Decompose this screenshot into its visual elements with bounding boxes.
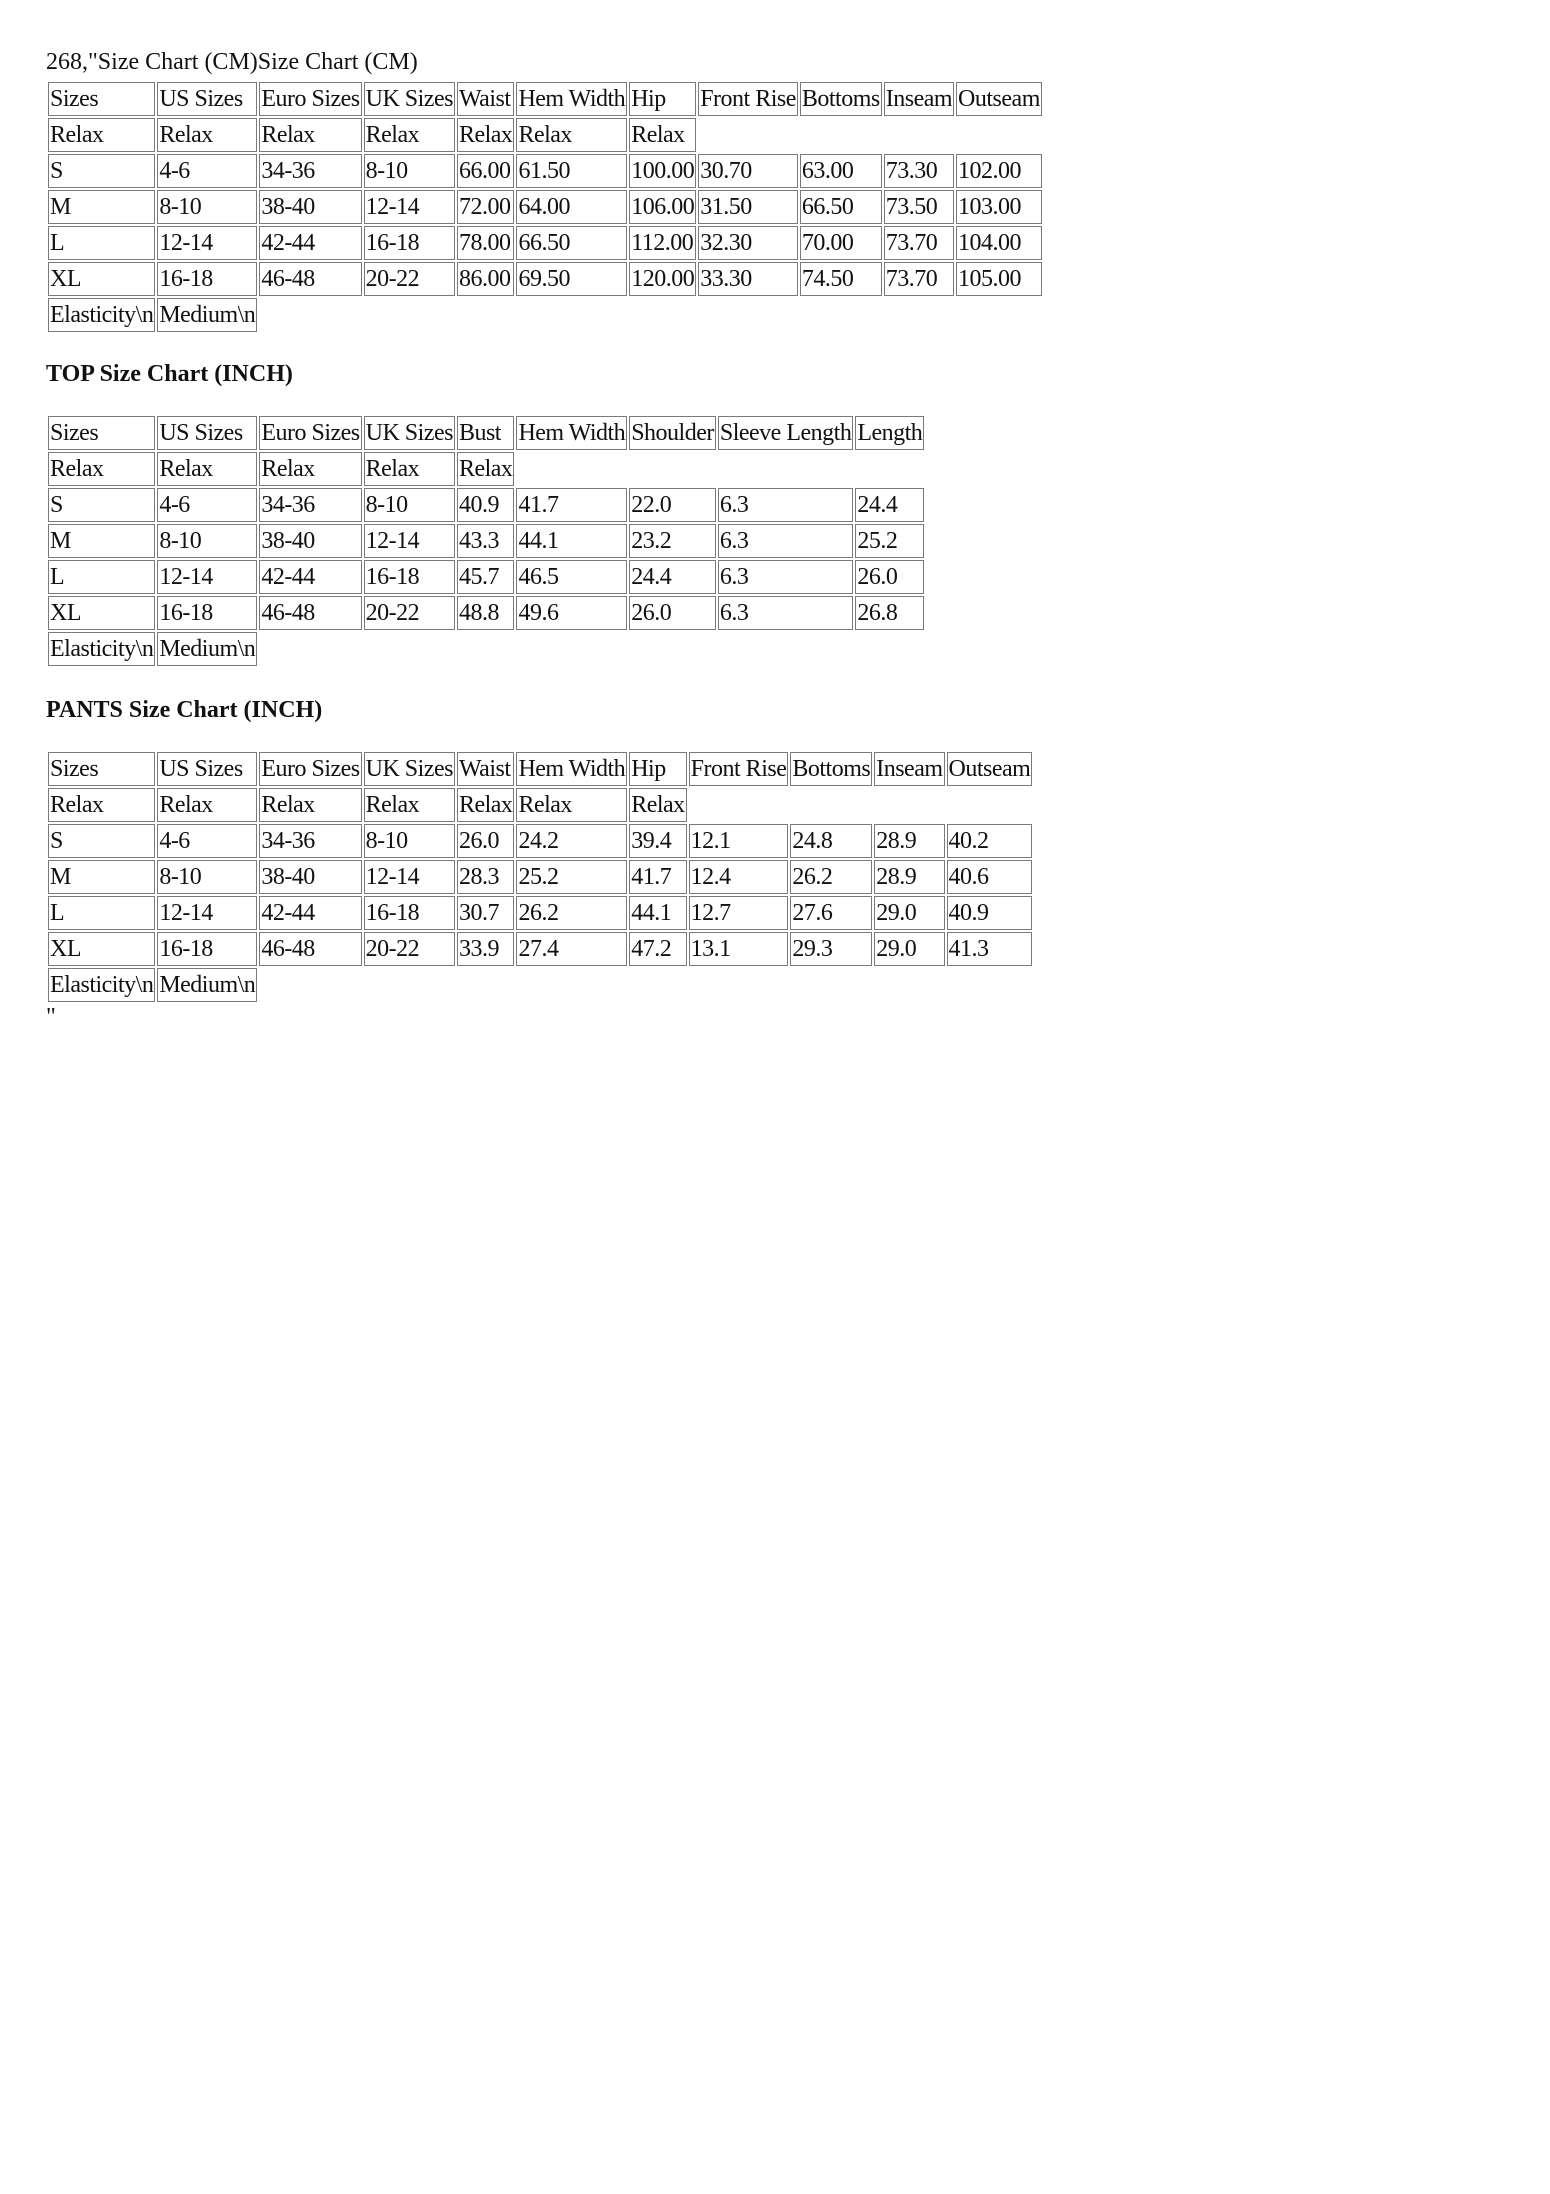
empty-cell: [364, 632, 455, 666]
empty-cell: [874, 788, 944, 822]
table-row: [48, 226, 1042, 260]
table-cell: 8-10: [364, 154, 455, 188]
table-cell: 100.00: [629, 154, 696, 188]
table-cell: 38-40: [259, 190, 361, 224]
table-cell: US Sizes: [157, 416, 257, 450]
empty-cell: [516, 968, 627, 1002]
empty-cell: [790, 788, 872, 822]
table-cell: Relax: [364, 118, 455, 152]
table-cell: 42-44: [259, 560, 361, 594]
header-row: [48, 82, 1042, 116]
table-cell: M: [48, 190, 155, 224]
empty-cell: [884, 118, 954, 152]
table-row: [48, 560, 924, 594]
table-cell: XL: [48, 262, 155, 296]
table-cell: Elasticity\n: [48, 298, 155, 332]
table-cell: 26.0: [855, 560, 924, 594]
table-cell: 33.30: [698, 262, 798, 296]
table-cell: 63.00: [800, 154, 882, 188]
table-cell: 72.00: [457, 190, 514, 224]
table-cell: 42-44: [259, 226, 361, 260]
table-cell: M: [48, 860, 155, 894]
header-row: [48, 752, 1032, 786]
table-cell: 34-36: [259, 154, 361, 188]
table-cell: 24.2: [516, 824, 627, 858]
table-cell: 4-6: [157, 488, 257, 522]
table-cell: Relax: [157, 788, 257, 822]
table-cell: UK Sizes: [364, 416, 455, 450]
table-cell: Elasticity\n: [48, 632, 155, 666]
table-cell: 6.3: [718, 560, 853, 594]
table-cell: Relax: [457, 118, 514, 152]
table-cell: 26.8: [855, 596, 924, 630]
table-cell: 105.00: [956, 262, 1042, 296]
table-cell: 24.4: [855, 488, 924, 522]
table-cell: Inseam: [874, 752, 944, 786]
table-cell: 46-48: [259, 262, 361, 296]
table-cell: 48.8: [457, 596, 514, 630]
table-cell: 8-10: [157, 860, 257, 894]
table-cell: Shoulder: [629, 416, 716, 450]
empty-cell: [364, 968, 455, 1002]
table-cell: Hip: [629, 82, 696, 116]
table-cell: 28.9: [874, 824, 944, 858]
table-cell: 28.3: [457, 860, 514, 894]
empty-cell: [629, 452, 716, 486]
header-row: [48, 416, 924, 450]
table-cell: Relax: [259, 788, 361, 822]
table-cell: 8-10: [157, 190, 257, 224]
relax-row: [48, 118, 1042, 152]
table-cell: 73.70: [884, 262, 954, 296]
table-cell: Sleeve Length: [718, 416, 853, 450]
table-cell: Relax: [48, 118, 155, 152]
table-cell: Waist: [457, 752, 514, 786]
table-cell: 13.1: [689, 932, 789, 966]
table-cell: 43.3: [457, 524, 514, 558]
table-cell: Relax: [48, 452, 155, 486]
table-cell: 64.00: [516, 190, 627, 224]
table-cell: 47.2: [629, 932, 686, 966]
empty-cell: [947, 788, 1033, 822]
table-cell: Relax: [364, 788, 455, 822]
size-chart-cm-table: [46, 80, 1044, 334]
table-cell: 69.50: [516, 262, 627, 296]
table-cell: Euro Sizes: [259, 82, 361, 116]
table-cell: 40.9: [457, 488, 514, 522]
table-cell: 4-6: [157, 824, 257, 858]
page-header: 268,"Size Chart (CM)Size Chart (CM): [46, 49, 418, 75]
table-cell: 41.3: [947, 932, 1033, 966]
table-cell: 12-14: [157, 226, 257, 260]
table-cell: Outseam: [947, 752, 1033, 786]
table-cell: 45.7: [457, 560, 514, 594]
empty-cell: [689, 788, 789, 822]
table-cell: 20-22: [364, 262, 455, 296]
table-cell: 120.00: [629, 262, 696, 296]
table-cell: Sizes: [48, 416, 155, 450]
table-cell: 104.00: [956, 226, 1042, 260]
table-cell: Medium\n: [157, 632, 257, 666]
table-cell: 38-40: [259, 524, 361, 558]
table-cell: 73.30: [884, 154, 954, 188]
table-cell: 26.2: [516, 896, 627, 930]
table-cell: 42-44: [259, 896, 361, 930]
table-cell: Relax: [516, 788, 627, 822]
pants-size-chart-table: [46, 750, 1034, 1004]
empty-cell: [629, 968, 686, 1002]
empty-cell: [364, 298, 455, 332]
table-cell: Relax: [259, 118, 361, 152]
table-cell: 8-10: [364, 488, 455, 522]
table-cell: 16-18: [157, 262, 257, 296]
table-cell: 25.2: [855, 524, 924, 558]
table-cell: M: [48, 524, 155, 558]
table-cell: 41.7: [516, 488, 627, 522]
table-cell: 39.4: [629, 824, 686, 858]
table-cell: Front Rise: [689, 752, 789, 786]
table-cell: 106.00: [629, 190, 696, 224]
table-cell: 6.3: [718, 524, 853, 558]
table-cell: 12-14: [157, 560, 257, 594]
table-cell: 23.2: [629, 524, 716, 558]
empty-cell: [884, 298, 954, 332]
empty-cell: [855, 632, 924, 666]
table-cell: 73.50: [884, 190, 954, 224]
empty-cell: [629, 632, 716, 666]
table-cell: 28.9: [874, 860, 944, 894]
table-cell: L: [48, 226, 155, 260]
table-cell: 12-14: [157, 896, 257, 930]
table-cell: Relax: [157, 118, 257, 152]
table-cell: 41.7: [629, 860, 686, 894]
table-cell: 30.70: [698, 154, 798, 188]
table-cell: 49.6: [516, 596, 627, 630]
table-cell: Bottoms: [800, 82, 882, 116]
table-cell: 40.2: [947, 824, 1033, 858]
table-cell: L: [48, 560, 155, 594]
empty-cell: [790, 968, 872, 1002]
table-cell: Relax: [457, 452, 514, 486]
table-cell: 16-18: [364, 896, 455, 930]
empty-cell: [800, 118, 882, 152]
table-cell: 12.7: [689, 896, 789, 930]
table-cell: 24.8: [790, 824, 872, 858]
table-row: [48, 262, 1042, 296]
empty-cell: [457, 298, 514, 332]
table-cell: Inseam: [884, 82, 954, 116]
table-row: [48, 932, 1032, 966]
table-cell: 66.50: [516, 226, 627, 260]
empty-cell: [855, 452, 924, 486]
table-cell: 8-10: [364, 824, 455, 858]
empty-cell: [516, 632, 627, 666]
table-cell: Relax: [516, 118, 627, 152]
table-cell: Relax: [364, 452, 455, 486]
table-cell: 38-40: [259, 860, 361, 894]
table-cell: 22.0: [629, 488, 716, 522]
table-cell: Euro Sizes: [259, 416, 361, 450]
table-cell: Hem Width: [516, 752, 627, 786]
table-cell: 46-48: [259, 596, 361, 630]
relax-row: [48, 452, 924, 486]
table-cell: 29.0: [874, 932, 944, 966]
table-cell: 25.2: [516, 860, 627, 894]
table-cell: Outseam: [956, 82, 1042, 116]
table-cell: Length: [855, 416, 924, 450]
table-cell: Medium\n: [157, 968, 257, 1002]
table-cell: Sizes: [48, 82, 155, 116]
table-cell: Euro Sizes: [259, 752, 361, 786]
table-cell: 66.50: [800, 190, 882, 224]
table-cell: Hem Width: [516, 416, 627, 450]
table-cell: 16-18: [157, 932, 257, 966]
table-cell: XL: [48, 932, 155, 966]
table-cell: S: [48, 154, 155, 188]
empty-cell: [689, 968, 789, 1002]
table-row: [48, 154, 1042, 188]
empty-cell: [718, 452, 853, 486]
table-cell: 12-14: [364, 860, 455, 894]
table-cell: UK Sizes: [364, 82, 455, 116]
empty-cell: [698, 298, 798, 332]
table-cell: 112.00: [629, 226, 696, 260]
table-cell: 44.1: [516, 524, 627, 558]
table-row: [48, 488, 924, 522]
table-cell: 12.1: [689, 824, 789, 858]
empty-cell: [956, 298, 1042, 332]
table-cell: 12.4: [689, 860, 789, 894]
table-cell: 34-36: [259, 824, 361, 858]
table-row: [48, 596, 924, 630]
table-cell: 26.2: [790, 860, 872, 894]
table-cell: 6.3: [718, 596, 853, 630]
table-cell: 40.9: [947, 896, 1033, 930]
table-cell: Bottoms: [790, 752, 872, 786]
table-cell: 26.0: [629, 596, 716, 630]
table-cell: UK Sizes: [364, 752, 455, 786]
table-cell: 16-18: [364, 560, 455, 594]
table-cell: 32.30: [698, 226, 798, 260]
empty-cell: [516, 298, 627, 332]
table-cell: Relax: [629, 118, 696, 152]
table-cell: Medium\n: [157, 298, 257, 332]
table-row: [48, 824, 1032, 858]
table-cell: 66.00: [457, 154, 514, 188]
table-cell: 29.0: [874, 896, 944, 930]
table-cell: S: [48, 488, 155, 522]
table-cell: Bust: [457, 416, 514, 450]
relax-row: [48, 788, 1032, 822]
table-cell: 86.00: [457, 262, 514, 296]
trailing-quote: ": [46, 1004, 56, 1030]
table-cell: Hip: [629, 752, 686, 786]
table-cell: 12-14: [364, 524, 455, 558]
table-cell: 29.3: [790, 932, 872, 966]
empty-cell: [800, 298, 882, 332]
table-cell: 31.50: [698, 190, 798, 224]
table-cell: 40.6: [947, 860, 1033, 894]
table-cell: 30.7: [457, 896, 514, 930]
table-cell: S: [48, 824, 155, 858]
table-cell: 33.9: [457, 932, 514, 966]
table-cell: Elasticity\n: [48, 968, 155, 1002]
table-cell: 73.70: [884, 226, 954, 260]
table-cell: US Sizes: [157, 752, 257, 786]
table-cell: Relax: [259, 452, 361, 486]
table-cell: 46-48: [259, 932, 361, 966]
table-cell: Relax: [157, 452, 257, 486]
table-cell: Waist: [457, 82, 514, 116]
elasticity-row: [48, 968, 1032, 1002]
empty-cell: [956, 118, 1042, 152]
table-cell: US Sizes: [157, 82, 257, 116]
table-row: [48, 860, 1032, 894]
table-cell: 70.00: [800, 226, 882, 260]
table-cell: 78.00: [457, 226, 514, 260]
empty-cell: [629, 298, 696, 332]
empty-cell: [947, 968, 1033, 1002]
table-cell: 8-10: [157, 524, 257, 558]
table-cell: Hem Width: [516, 82, 627, 116]
table-cell: 16-18: [157, 596, 257, 630]
empty-cell: [718, 632, 853, 666]
table-cell: 20-22: [364, 596, 455, 630]
table-cell: 27.6: [790, 896, 872, 930]
table-cell: 102.00: [956, 154, 1042, 188]
table-cell: XL: [48, 596, 155, 630]
table-cell: L: [48, 896, 155, 930]
top-size-chart-table: [46, 414, 926, 668]
table-row: [48, 524, 924, 558]
pants-size-chart-title: PANTS Size Chart (INCH): [46, 697, 323, 723]
table-cell: 16-18: [364, 226, 455, 260]
table-cell: Sizes: [48, 752, 155, 786]
empty-cell: [516, 452, 627, 486]
table-cell: 26.0: [457, 824, 514, 858]
table-cell: 61.50: [516, 154, 627, 188]
table-cell: 27.4: [516, 932, 627, 966]
empty-cell: [259, 632, 361, 666]
table-cell: 6.3: [718, 488, 853, 522]
table-row: [48, 190, 1042, 224]
table-cell: 24.4: [629, 560, 716, 594]
table-cell: 46.5: [516, 560, 627, 594]
table-cell: 20-22: [364, 932, 455, 966]
table-cell: Relax: [48, 788, 155, 822]
empty-cell: [698, 118, 798, 152]
table-cell: Front Rise: [698, 82, 798, 116]
empty-cell: [874, 968, 944, 1002]
table-cell: 44.1: [629, 896, 686, 930]
table-cell: 4-6: [157, 154, 257, 188]
top-size-chart-title: TOP Size Chart (INCH): [46, 361, 293, 387]
table-row: [48, 896, 1032, 930]
empty-cell: [457, 968, 514, 1002]
table-cell: 12-14: [364, 190, 455, 224]
elasticity-row: [48, 632, 924, 666]
empty-cell: [457, 632, 514, 666]
empty-cell: [259, 298, 361, 332]
table-cell: 34-36: [259, 488, 361, 522]
table-cell: Relax: [629, 788, 686, 822]
elasticity-row: [48, 298, 1042, 332]
table-cell: 74.50: [800, 262, 882, 296]
table-cell: Relax: [457, 788, 514, 822]
empty-cell: [259, 968, 361, 1002]
document-page: [46, 48, 1146, 1028]
table-cell: 103.00: [956, 190, 1042, 224]
